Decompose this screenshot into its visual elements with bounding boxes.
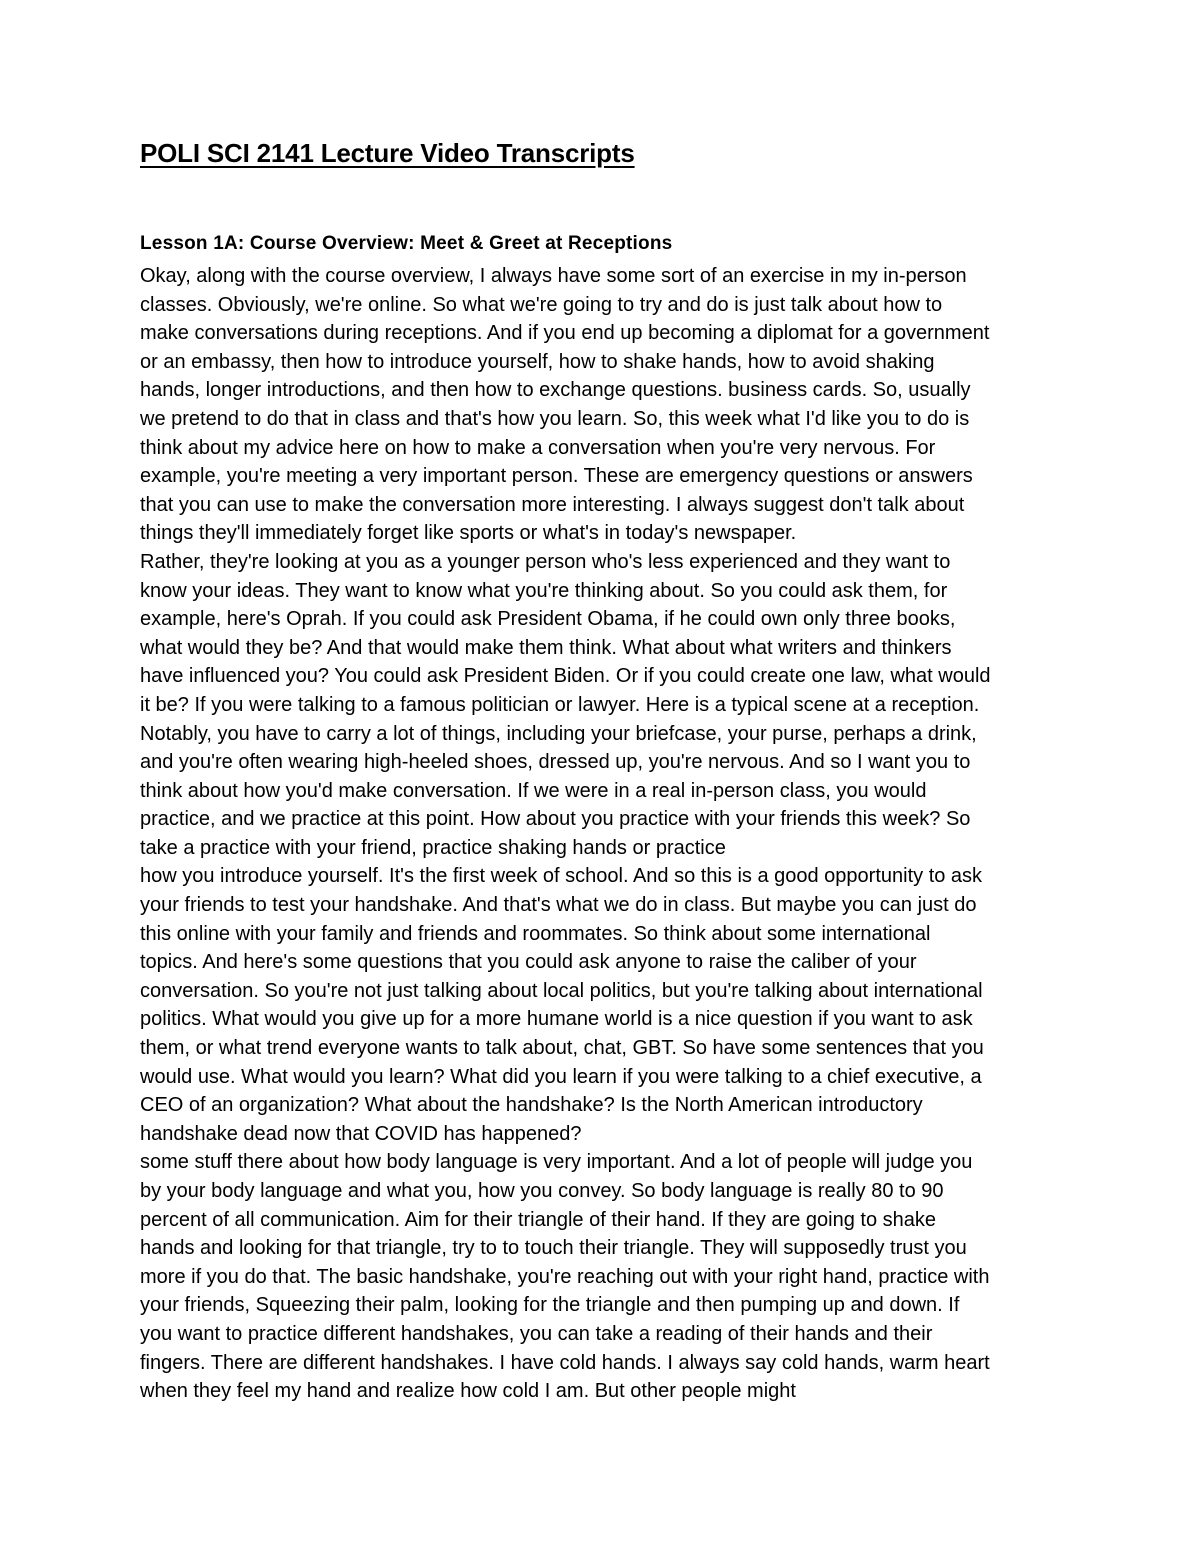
transcript-line: example, you're meeting a very important person. These are emergency questions or answers xyxy=(140,465,973,488)
transcript-line: more if you do that. The basic handshake, you're reaching out with your right hand, practice with xyxy=(140,1265,990,1288)
transcript-line: some stuff there about how body language is very important. And a lot of people will judge you xyxy=(140,1151,973,1174)
transcript-line: or an embassy, then how to introduce yourself, how to shake hands, how to avoid shaking xyxy=(140,350,935,373)
document-title: POLI SCI 2141 Lecture Video Transcripts xyxy=(140,138,635,168)
transcript-line: think about my advice here on how to make a conversation when you're very nervous. For xyxy=(140,436,936,459)
transcript-line: by your body language and what you, how you convey. So body language is really 80 to 90 xyxy=(140,1180,944,1202)
transcript-line: them, or what trend everyone wants to talk about, chat, GBT. So have some sentences that you xyxy=(140,1037,984,1060)
lesson-heading: Lesson 1A: Course Overview: Meet & Greet at Receptions xyxy=(140,233,673,254)
transcript-line: things they'll immediately forget like sports or what's in today's newspaper. xyxy=(140,522,797,545)
transcript-line: practice, and we practice at this point. How about you practice with your friends this week? So xyxy=(140,808,971,831)
transcript-line: take a practice with your friend, practice shaking hands or practice xyxy=(140,836,726,859)
transcript-line: know your ideas. They want to know what you're thinking about. So you could ask them, for xyxy=(140,579,948,602)
transcript-line: your friends, Squeezing their palm, looking for the triangle and then pumping up and down. If xyxy=(140,1294,960,1317)
transcript-line: think about how you'd make conversation. If we were in a real in-person class, you would xyxy=(140,779,927,802)
transcript-line: it be? If you were talking to a famous politician or lawyer. Here is a typical scene at a reception. xyxy=(140,693,980,716)
transcript-line: topics. And here's some questions that you could ask anyone to raise the caliber of your xyxy=(140,951,917,974)
transcript-line: what would they be? And that would make them think. What about what writers and thinkers xyxy=(140,636,952,659)
transcript-line: and you're often wearing high-heeled shoes, dressed up, you're nervous. And so I want you to xyxy=(140,751,971,774)
transcript-line: Notably, you have to carry a lot of things, including your briefcase, your purse, perhaps a drink, xyxy=(140,722,977,745)
transcript-line: have influenced you? You could ask President Biden. Or if you could create one law, what would xyxy=(140,665,991,688)
transcript-line: would use. What would you learn? What did you learn if you were talking to a chief executive, a xyxy=(140,1065,982,1088)
transcript-line: politics. What would you give up for a more humane world is a nice question if you want to ask xyxy=(140,1008,973,1031)
transcript-line: how you introduce yourself. It's the first week of school. And so this is a good opportunity to ask xyxy=(140,865,983,888)
transcript-line: your friends to test your handshake. And that's what we do in class. But maybe you can just do xyxy=(140,894,977,917)
transcript-line: you want to practice different handshakes, you can take a reading of their hands and their xyxy=(140,1322,933,1345)
transcript-line: example, here's Oprah. If you could ask President Obama, if he could own only three books, xyxy=(140,608,956,631)
transcript-line: hands, longer introductions, and then how to exchange questions. business cards. So, usually xyxy=(140,379,971,402)
transcript-line: that you can use to make the conversation more interesting. I always suggest don't talk about xyxy=(140,493,965,516)
transcript-line: we pretend to do that in class and that's how you learn. So, this week what I'd like you to do is xyxy=(140,407,970,430)
transcript-line: percent of all communication. Aim for their triangle of their hand. If they are going to shake xyxy=(140,1208,936,1231)
transcript-body xyxy=(140,262,1080,1406)
transcript-line: this online with your family and friends and roommates. So think about some international xyxy=(140,922,931,945)
transcript-line: fingers. There are different handshakes. I have cold hands. I always say cold hands, warm heart xyxy=(140,1351,990,1374)
transcript-line: conversation. So you're not just talking about local politics, but you're talking about international xyxy=(140,979,983,1002)
transcript-line: handshake dead now that COVID has happened? xyxy=(140,1122,582,1145)
transcript-line: CEO of an organization? What about the handshake? Is the North American introductory xyxy=(140,1094,923,1117)
transcript-line: hands and looking for that triangle, try to to touch their triangle. They will supposedly trust you xyxy=(140,1237,967,1260)
transcript-line: classes. Obviously, we're online. So what we're going to try and do is just talk about how to xyxy=(140,293,943,316)
transcript-line: Rather, they're looking at you as a younger person who's less experienced and they want to xyxy=(140,550,951,573)
transcript-line: when they feel my hand and realize how cold I am. But other people might xyxy=(140,1380,796,1403)
transcript-line: make conversations during receptions. And if you end up becoming a diplomat for a government xyxy=(140,322,990,345)
transcript-line: Okay, along with the course overview, I always have some sort of an exercise in my in-person xyxy=(140,265,967,287)
